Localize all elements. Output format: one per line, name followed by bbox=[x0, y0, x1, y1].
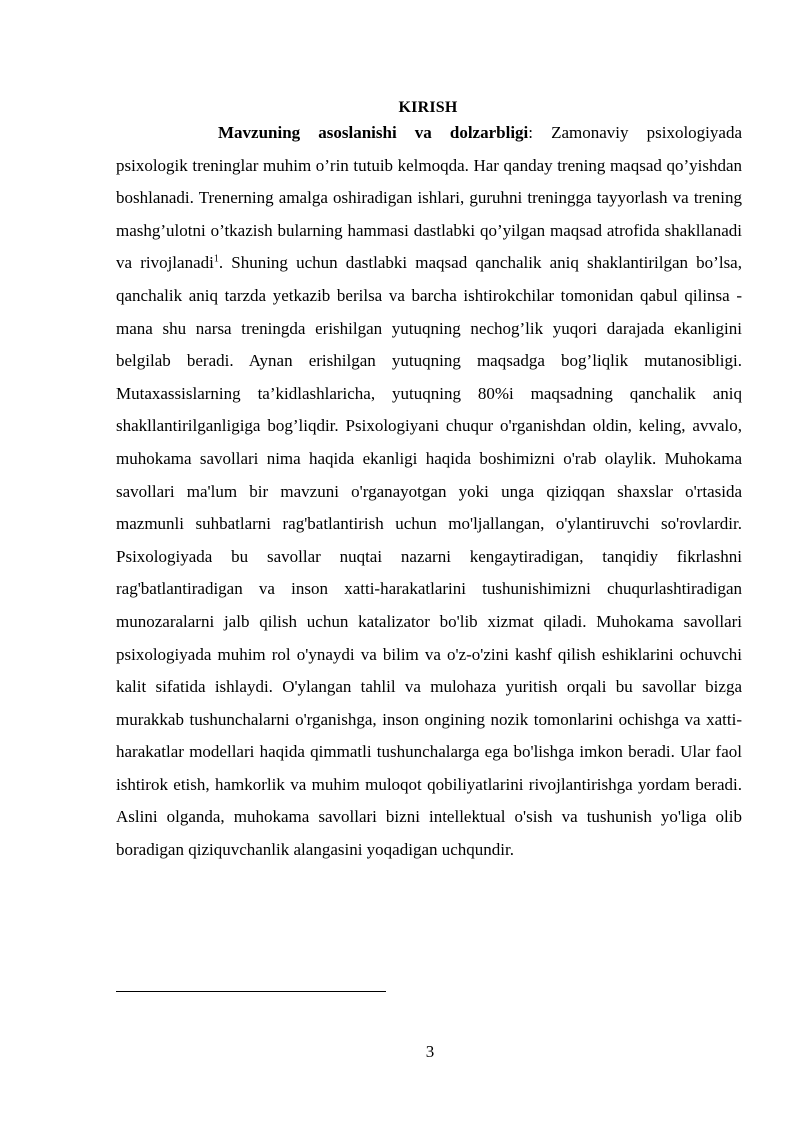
paragraph-text-part2: . Shuning uchun dastlabki maqsad qanchalik aniq shaklantirilgan bo’lsa, qanchalik aniq tarzda yetkazib berilsa va barcha ishtirokchilar tomonidan qabul qilinsa - mana shu narsa treningda erishilgan yutuqning nechog’lik yuqori darajada ekanligini belgilab beradi. Aynan erishilgan yutuqning maqsadga bog’liqlik mutanosibligi. Mutaxassislarning ta’kidlashlaricha, yutuqning 80%i maqsadning qanchalik aniq shakllantirilganligiga bog’liqdir. Psixologiyani chuqur o'rganishdan oldin, keling, avvalo, muhokama savollari nima haqida ekanligi haqida boshimizni o'rab olaylik. Muhokama savollari ma'lum bir mavzuni o'rganayotgan yoki unga qiziqqan shaxslar o'rtasida mazmunli suhbatlarni rag'batlantirish uchun mo'ljallangan, o'ylantiruvchi so'rovlardir. Psixologiyada bu savollar nuqtai nazarni kengaytiradigan, tanqidiy fikrlashni rag'batlantiradigan va inson xatti-harakatlarini tushunishimizni chuqurlashtiradigan munozaralarni jalb qilish uchun katalizator bo'lib xizmat qiladi. Muhokama savollari psixologiyada muhim rol o'ynaydi va bilim va o'z-o'zini kashf qilish eshiklarini ochuvchi kalit sifatida ishlaydi. O'ylangan tahlil va mulohaza yuritish orqali bu savollar bizga murakkab tushunchalarni o'rganishga, inson ongining nozik tomonlarini ochishga va xatti-harakatlar modellari haqida qimmatli tushunchalarga ega bo'lishga imkon beradi. Ular faol ishtirok etish, hamkorlik va muhim muloqot qobiliyatlarini rivojlantirishga yordam beradi. Aslini olganda, muhokama savollari bizni intellektual o'sish va tushunish yo'liga olib boradigan qiziquvchanlik alangasini yoqadigan uchqundir. bbox=[116, 253, 742, 860]
footnote-separator bbox=[116, 991, 386, 992]
page-title: KIRISH bbox=[398, 99, 458, 116]
footnote-reference[interactable]: 1 bbox=[213, 253, 219, 265]
page-number: 3 bbox=[425, 1042, 435, 1061]
body-paragraph bbox=[116, 117, 742, 867]
lead-colon: : bbox=[528, 123, 534, 142]
section-lead-heading: Mavzuning asoslanishi va dolzarbligi bbox=[218, 123, 529, 142]
paragraph-text-part1: Zamonaviy psixologiyada psixologik treninglar muhim o’rin tutuib kelmoqda. Har qanday trening maqsad qo’yishdan boshlanadi. Trenerning amalga oshiradigan ishlari, guruhni treningga tayyorlash va trening mashg’ulotni o’tkazish bularning hammasi dastlabki qo’yilgan maqsad atrofida shakllanadi va rivojlanadi bbox=[116, 123, 742, 273]
